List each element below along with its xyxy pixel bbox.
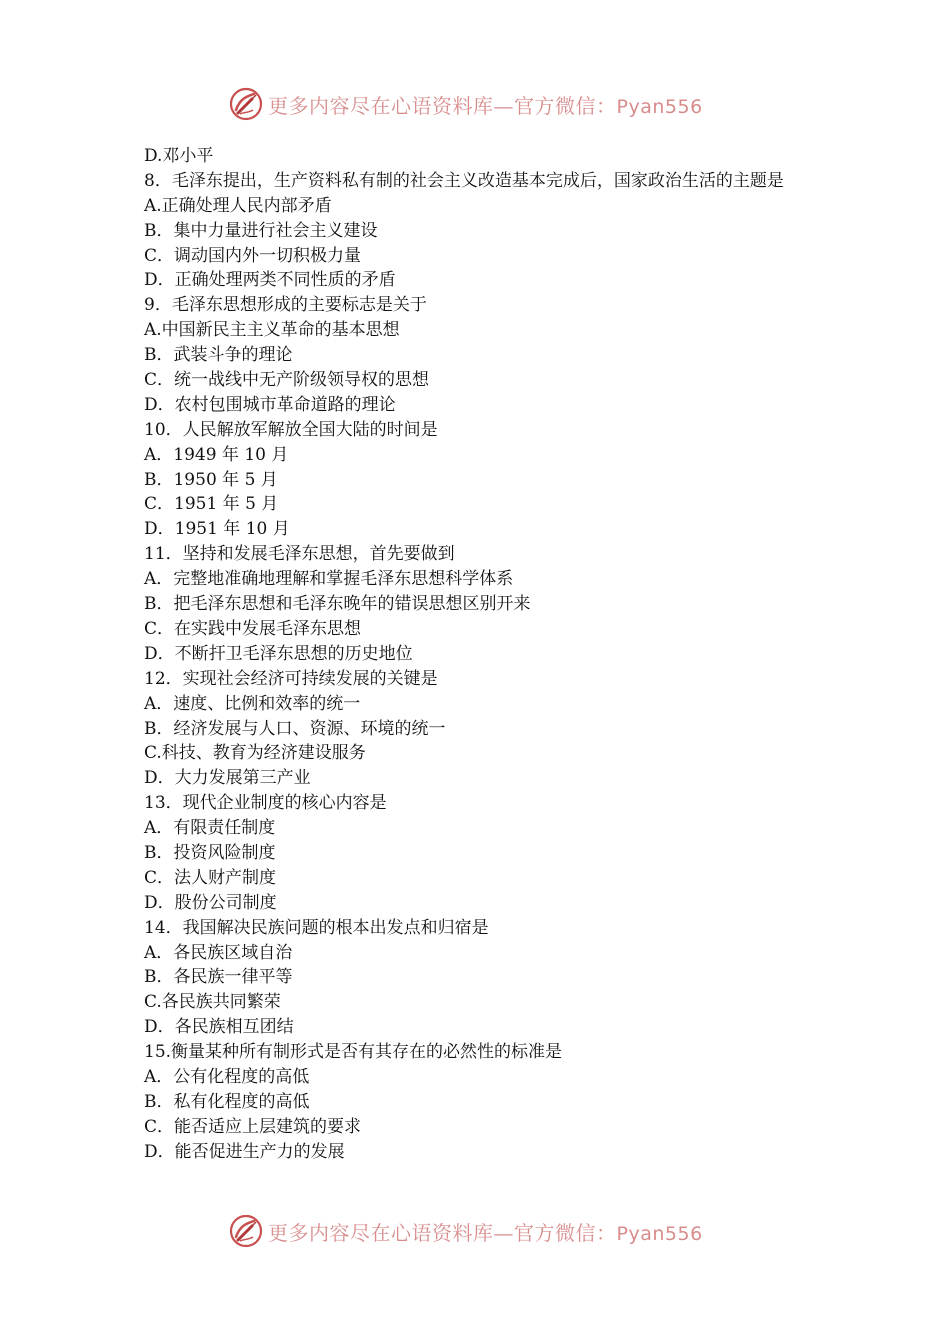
option-line: B．各民族一律平等: [144, 967, 293, 988]
option-line: C.各民族共同繁荣: [144, 992, 281, 1013]
option-line: A．1949 年 10 月: [144, 444, 289, 465]
question-line: 11．坚持和发展毛泽东思想，首先要做到: [144, 544, 455, 565]
option-line: D．1951 年 10 月: [144, 519, 290, 540]
option-line: A．有限责任制度: [144, 818, 276, 839]
option-line: D．农村包围城市革命道路的理论: [144, 394, 396, 415]
watermark-wechat-id: Pyan556: [616, 1222, 703, 1245]
option-line: B．武装斗争的理论: [144, 345, 293, 366]
watermark-footer: [228, 1211, 703, 1251]
question-line: 14．我国解决民族问题的根本出发点和归宿是: [144, 917, 489, 938]
watermark-header: [228, 84, 703, 124]
option-line: B．私有化程度的高低: [144, 1091, 310, 1112]
option-line: B．集中力量进行社会主义建设: [144, 220, 378, 241]
option-line: C．在实践中发展毛泽东思想: [144, 618, 362, 639]
question-line: 13．现代企业制度的核心内容是: [144, 793, 387, 814]
option-line: A．速度、比例和效率的统一: [144, 693, 361, 714]
option-line: B．经济发展与人口、资源、环境的统一: [144, 718, 446, 739]
option-line: A.中国新民主主义革命的基本思想: [144, 320, 400, 341]
watermark-wechat-id: Pyan556: [616, 95, 703, 118]
option-line: D．正确处理两类不同性质的矛盾: [144, 270, 396, 291]
option-line: C．1951 年 5 月: [144, 494, 279, 515]
option-line: D．不断扞卫毛泽东思想的历史地位: [144, 643, 413, 664]
question-list: [144, 144, 824, 1165]
option-line: D．各民族相互团结: [144, 1017, 294, 1038]
option-line: D．股份公司制度: [144, 892, 277, 913]
option-line: A．完整地准确地理解和掌握毛泽东思想科学体系: [144, 569, 514, 590]
option-line: D.邓小平: [144, 146, 214, 166]
question-line: 10．人民解放军解放全国大陆的时间是: [144, 419, 438, 440]
option-line: B．1950 年 5 月: [144, 469, 278, 490]
pen-signature-logo-icon: [228, 86, 264, 122]
option-line: C．能否适应上层建筑的要求: [144, 1116, 362, 1137]
option-line: B．把毛泽东思想和毛泽东晚年的错误思想区别开来: [144, 594, 531, 615]
watermark-text: 更多内容尽在心语资料库—官方微信：Pyan556: [268, 93, 703, 118]
option-line: A.正确处理人民内部矛盾: [144, 195, 332, 216]
pen-signature-logo-icon: [228, 1213, 264, 1249]
watermark-text: 更多内容尽在心语资料库—官方微信：Pyan556: [268, 1220, 703, 1245]
question-line: 12．实现社会经济可持续发展的关键是: [144, 668, 438, 689]
option-line: C．法人财产制度: [144, 867, 277, 888]
option-line: B．投资风险制度: [144, 842, 276, 863]
option-line: D．能否促进生产力的发展: [144, 1141, 345, 1162]
question-line: 9．毛泽东思想形成的主要标志是关于: [144, 295, 427, 316]
question-line: 8．毛泽东提出，生产资料私有制的社会主义改造基本完成后，国家政治生活的主题是: [144, 170, 784, 191]
option-line: A．公有化程度的高低: [144, 1066, 310, 1087]
option-line: D．大力发展第三产业: [144, 768, 311, 789]
option-line: C.科技、教育为经济建设服务: [144, 743, 366, 764]
option-line: A．各民族区域自治: [144, 942, 293, 963]
option-line: C．调动国内外一切积极力量: [144, 245, 362, 266]
option-line: C．统一战线中无产阶级领导权的思想: [144, 370, 430, 391]
question-line: 15.衡量某种所有制形式是否有其存在的必然性的标准是: [144, 1042, 563, 1063]
